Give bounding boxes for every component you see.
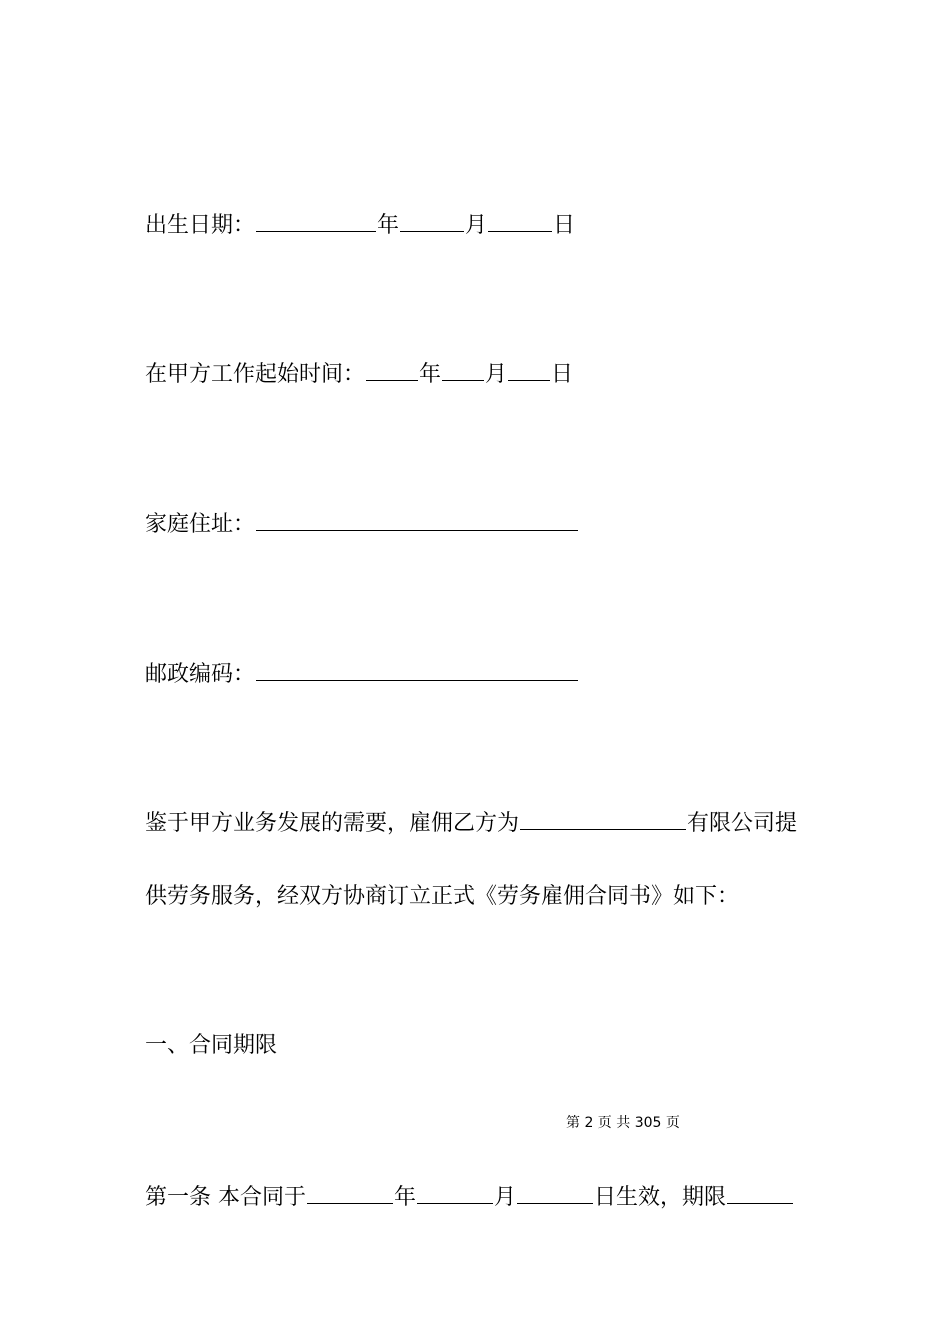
article-day-text: 日生效，期限: [594, 1185, 727, 1210]
intro-text-a: 鉴于甲方业务发展的需要，雇佣乙方为: [145, 811, 520, 836]
birth-day-blank[interactable]: [488, 209, 552, 232]
birth-month-unit: 月: [465, 213, 488, 238]
intro-text-b: 有限公司提: [687, 811, 798, 836]
intro-text-2: 供劳务服务，经双方协商订立正式《劳务雇佣合同书》如下：: [145, 884, 740, 909]
article-day-blank[interactable]: [517, 1181, 593, 1204]
start-date-row: [145, 358, 573, 388]
article-year-blank[interactable]: [307, 1181, 393, 1204]
intro-line-2: [145, 882, 739, 912]
birth-year-unit: 年: [377, 213, 400, 238]
start-month-blank[interactable]: [442, 358, 484, 381]
postcode-label: 邮政编码：: [145, 662, 256, 687]
intro-line-1: [145, 807, 797, 837]
page-footer: [566, 1113, 680, 1133]
start-year-unit: 年: [419, 362, 442, 387]
postcode-blank[interactable]: [256, 658, 578, 681]
start-day-blank[interactable]: [508, 358, 550, 381]
address-blank[interactable]: [256, 508, 578, 531]
start-date-label: 在甲方工作起始时间：: [145, 362, 366, 387]
start-day-unit: 日: [551, 362, 574, 387]
article-year-unit: 年: [394, 1185, 417, 1210]
address-label: 家庭住址：: [145, 512, 256, 537]
company-name-blank[interactable]: [520, 807, 686, 830]
page-number: 第 2 页 共 305 页: [566, 1115, 680, 1131]
article-1-row: [145, 1181, 794, 1211]
section-heading: 一、合同期限: [145, 1033, 278, 1058]
birth-year-blank[interactable]: [256, 209, 376, 232]
start-month-unit: 月: [485, 362, 508, 387]
address-row: [145, 508, 579, 538]
birth-day-unit: 日: [553, 213, 576, 238]
birth-date-label: 出生日期：: [145, 213, 256, 238]
article-month-blank[interactable]: [417, 1181, 493, 1204]
term-blank[interactable]: [727, 1181, 793, 1204]
article-1-prefix: 第一条 本合同于: [145, 1185, 306, 1210]
section-heading-row: [145, 1031, 277, 1061]
article-month-unit: 月: [494, 1185, 517, 1210]
start-year-blank[interactable]: [366, 358, 418, 381]
birth-month-blank[interactable]: [400, 209, 464, 232]
birth-date-row: [145, 209, 575, 239]
postcode-row: [145, 658, 579, 688]
